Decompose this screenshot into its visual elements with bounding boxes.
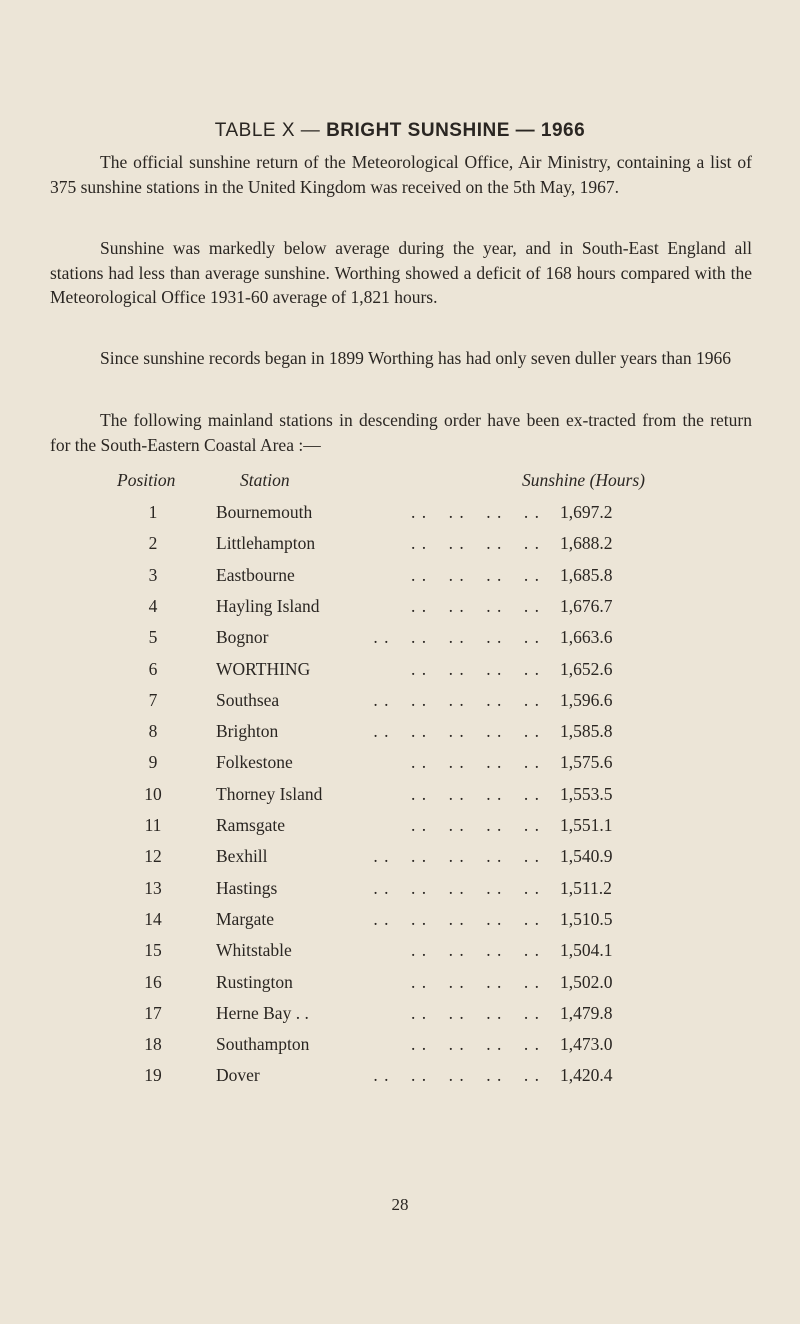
row-leader-dots: . . . . . . . . . . [373,1065,540,1086]
header-sunshine: Sunshine (Hours) [522,470,645,490]
row-position: 18 [144,1034,162,1055]
row-station: Dover [216,1065,260,1086]
row-station: Folkestone [216,752,293,773]
paragraph-records [50,346,752,371]
row-position: 1 [148,502,158,522]
row-leader-dots: . . . . . . . . [411,783,540,804]
table-row [0,565,800,593]
row-position: 17 [144,1002,162,1023]
row-station: Bournemouth [216,502,313,522]
paragraph-table-intro [50,408,752,457]
row-station: Southsea [216,689,280,710]
table-row [0,721,800,749]
row-leader-dots: . . . . . . . . . . [373,877,540,898]
row-position: 7 [148,689,158,710]
table-row [0,533,800,561]
row-hours: 1,663.6 [560,627,613,648]
row-station: Eastbourne [216,564,295,585]
row-leader-dots: . . . . . . . . [411,658,540,679]
row-position: 8 [148,721,158,742]
row-hours: 1,510.5 [560,908,613,929]
page-number: 28 [391,1195,409,1214]
row-position: 19 [144,1065,162,1086]
row-station: WORTHING [216,658,311,679]
paragraph-text: Since sunshine records began in 1899 Worthing has had only seven duller years than 1966 [100,348,732,368]
row-leader-dots: . . . . . . . . [411,595,540,616]
row-position: 6 [148,658,158,679]
table-row [0,1003,800,1031]
row-station: Ramsgate [216,815,286,835]
title-prefix: TABLE X — [214,120,327,141]
table-row [0,690,800,718]
row-leader-dots: . . . . . . . . [411,533,540,554]
row-station: Margate [216,908,274,929]
row-hours: 1,585.8 [560,721,613,742]
row-station: Littlehampton [216,533,316,554]
row-station: Hayling Island [216,595,320,616]
row-hours: 1,504.1 [560,940,613,961]
row-hours: 1,420.4 [560,1065,613,1086]
row-hours: 1,652.6 [560,658,613,679]
row-station: Bexhill [216,846,268,867]
row-station: Whitstable [216,940,292,961]
row-leader-dots: . . . . . . . . [411,940,540,961]
row-station: Brighton [216,721,279,742]
row-position: 14 [144,908,162,929]
row-station: Southampton [216,1034,310,1055]
paragraph-text: Sunshine was markedly below average during the year, and in South-East England all stations had less than average sunshine. Worthing showed a deficit of 168 hours compared with the Meteorological Office 1931-60 average of 1,821 hours. [50,238,752,307]
table-row [0,972,800,1000]
row-hours: 1,479.8 [560,1002,613,1023]
row-station: Bognor [216,627,269,648]
paragraph-intro [50,150,752,199]
page-title [0,120,800,142]
row-hours: 1,676.7 [560,595,613,616]
row-hours: 1,502.0 [560,971,613,992]
table-row [0,846,800,874]
row-hours: 1,540.9 [560,846,613,867]
table-row [0,940,800,968]
row-leader-dots: . . . . . . . . [411,752,540,773]
row-hours: 1,688.2 [560,533,613,554]
table-row [0,659,800,687]
table-row [0,596,800,624]
row-leader-dots: . . . . . . . . . . [373,846,540,867]
row-station: Hastings [216,877,278,898]
row-hours: 1,596.6 [560,689,613,710]
table-row [0,627,800,655]
row-hours: 1,685.8 [560,564,613,585]
row-hours: 1,511.2 [560,877,612,898]
row-leader-dots: . . . . . . . . [411,815,540,835]
row-position: 9 [148,752,158,773]
row-position: 2 [148,533,158,554]
row-position: 3 [148,564,158,585]
row-leader-dots: . . . . . . . . . . [373,908,540,929]
row-position: 11 [144,815,162,835]
row-hours: 1,553.5 [560,783,613,804]
paragraph-text: The following mainland stations in descending order have been ex-tracted from the return for the South-Eastern Coastal Area :— [50,410,752,455]
table-row [0,752,800,780]
table-row [0,878,800,906]
row-leader-dots: . . . . . . . . [411,1002,540,1023]
row-leader-dots: . . . . . . . . [411,971,540,992]
row-position: 16 [144,971,162,992]
table-row [0,502,800,530]
table-row [0,1065,800,1093]
title-main: BRIGHT SUNSHINE — 1966 [326,120,586,141]
table-row [0,784,800,812]
row-leader-dots: . . . . . . . . [411,502,540,522]
header-station: Station [240,470,290,490]
row-station: Rustington [216,971,293,992]
paragraph-summary [50,236,752,310]
row-station: Herne Bay . . [216,1002,309,1023]
row-leader-dots: . . . . . . . . [411,1034,540,1055]
table-row [0,1034,800,1062]
row-leader-dots: . . . . . . . . . . [373,627,540,648]
header-position: Position [117,470,176,490]
row-position: 4 [148,595,158,616]
row-leader-dots: . . . . . . . . . . [373,689,540,710]
table-row [0,815,800,843]
row-position: 5 [148,627,158,648]
row-position: 13 [144,877,162,898]
row-position: 10 [144,783,162,804]
row-leader-dots: . . . . . . . . [411,564,540,585]
table-row [0,909,800,937]
row-leader-dots: . . . . . . . . . . [373,721,540,742]
paragraph-text: The official sunshine return of the Meteorological Office, Air Ministry, containing a list of 375 sunshine stations in the United Kingdom was received on the 5th May, 1967. [50,152,752,197]
row-position: 12 [144,846,162,867]
row-hours: 1,473.0 [560,1034,613,1055]
row-hours: 1,551.1 [560,815,613,835]
row-position: 15 [144,940,162,961]
row-station: Thorney Island [216,783,323,804]
row-hours: 1,697.2 [560,502,613,522]
row-hours: 1,575.6 [560,752,613,773]
